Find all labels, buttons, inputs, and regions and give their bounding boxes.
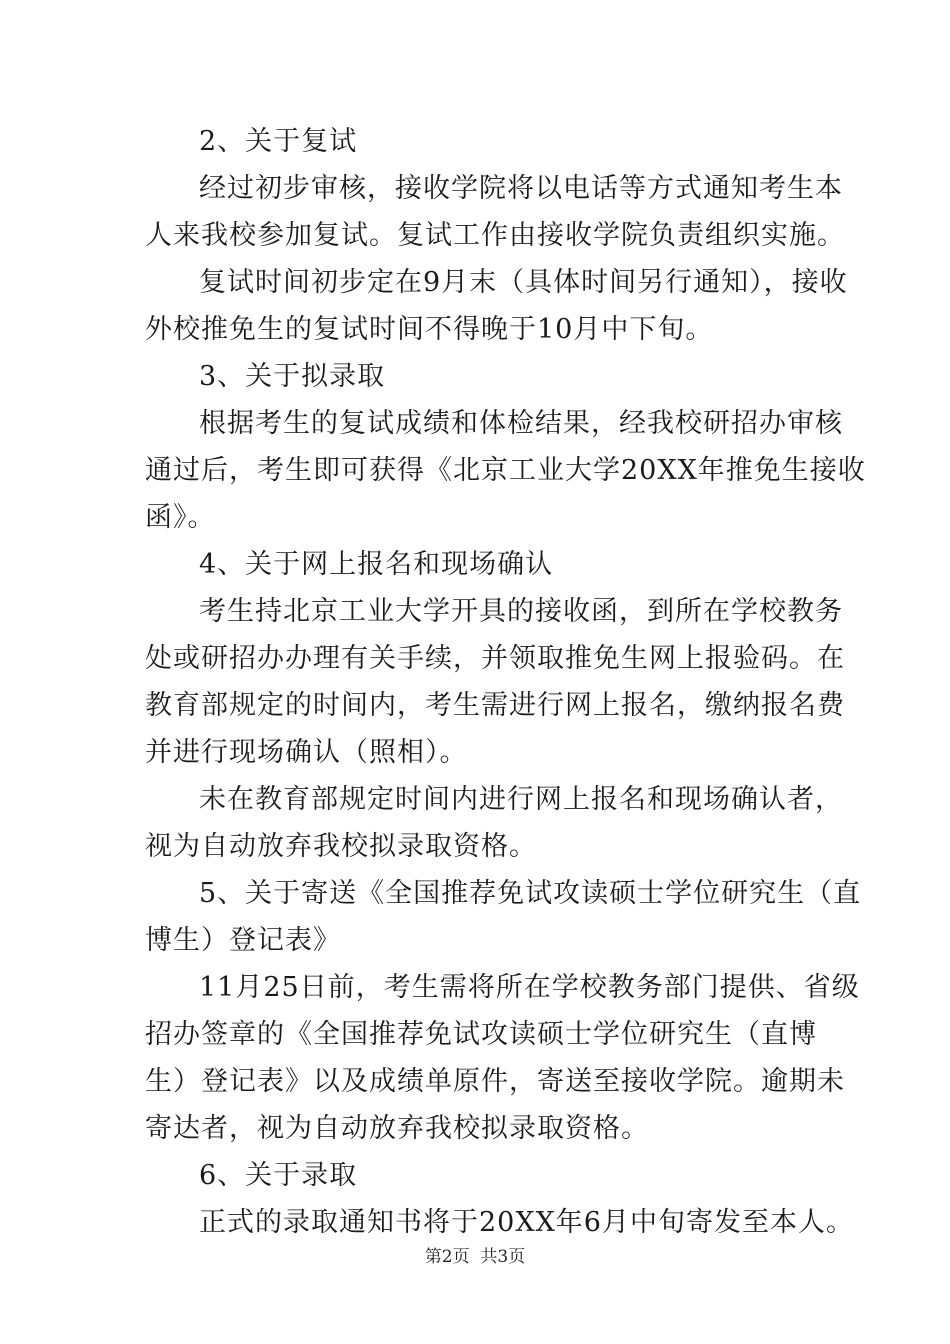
text-line: 人来我校参加复试。复试工作由接收学院负责组织实施。	[145, 220, 845, 251]
text-line: 寄达者，视为自动放弃我校拟录取资格。	[145, 1113, 649, 1144]
text-line: 3、关于拟录取	[199, 361, 386, 392]
text-line: 函》。	[145, 502, 216, 533]
text-line: 通过后，考生即可获得《北京工业大学20XX年推免生接收	[145, 455, 866, 486]
page-number-footer: 第2页 共3页	[424, 1247, 526, 1267]
text-line: 复试时间初步定在9月末（具体时间另行通知），接收	[199, 267, 848, 298]
text-line: 教育部规定的时间内，考生需进行网上报名，缴纳报名费	[145, 690, 845, 721]
text-line: 正式的录取通知书将于20XX年6月中旬寄发至本人。	[199, 1207, 854, 1238]
text-line: 6、关于录取	[199, 1160, 358, 1191]
text-line: 视为自动放弃我校拟录取资格。	[145, 831, 537, 862]
text-line: 考生持北京工业大学开具的接收函，到所在学校教务	[199, 596, 843, 627]
text-line: 5、关于寄送《全国推荐免试攻读硕士学位研究生（直	[199, 878, 862, 909]
text-line: 根据考生的复试成绩和体检结果，经我校研招办审核	[199, 408, 843, 439]
text-line: 外校推免生的复试时间不得晚于10月中下旬。	[145, 314, 714, 345]
text-line: 11月25日前，考生需将所在学校教务部门提供、省级	[199, 972, 860, 1003]
text-line: 经过初步审核，接收学院将以电话等方式通知考生本	[199, 173, 843, 204]
text-line: 4、关于网上报名和现场确认	[199, 549, 554, 580]
document-body	[145, 118, 866, 1246]
text-line: 未在教育部规定时间内进行网上报名和现场确认者，	[199, 784, 843, 815]
text-line: 处或研招办办理有关手续，并领取推免生网上报验码。在	[145, 643, 845, 674]
text-line: 并进行现场确认（照相）。	[145, 737, 468, 768]
text-line: 2、关于复试	[199, 126, 358, 157]
text-line: 博生）登记表》	[145, 925, 341, 956]
text-line: 生）登记表》以及成绩单原件，寄送至接收学院。逾期未	[145, 1066, 845, 1097]
text-line: 招办签章的《全国推荐免试攻读硕士学位研究生（直博	[145, 1019, 817, 1050]
